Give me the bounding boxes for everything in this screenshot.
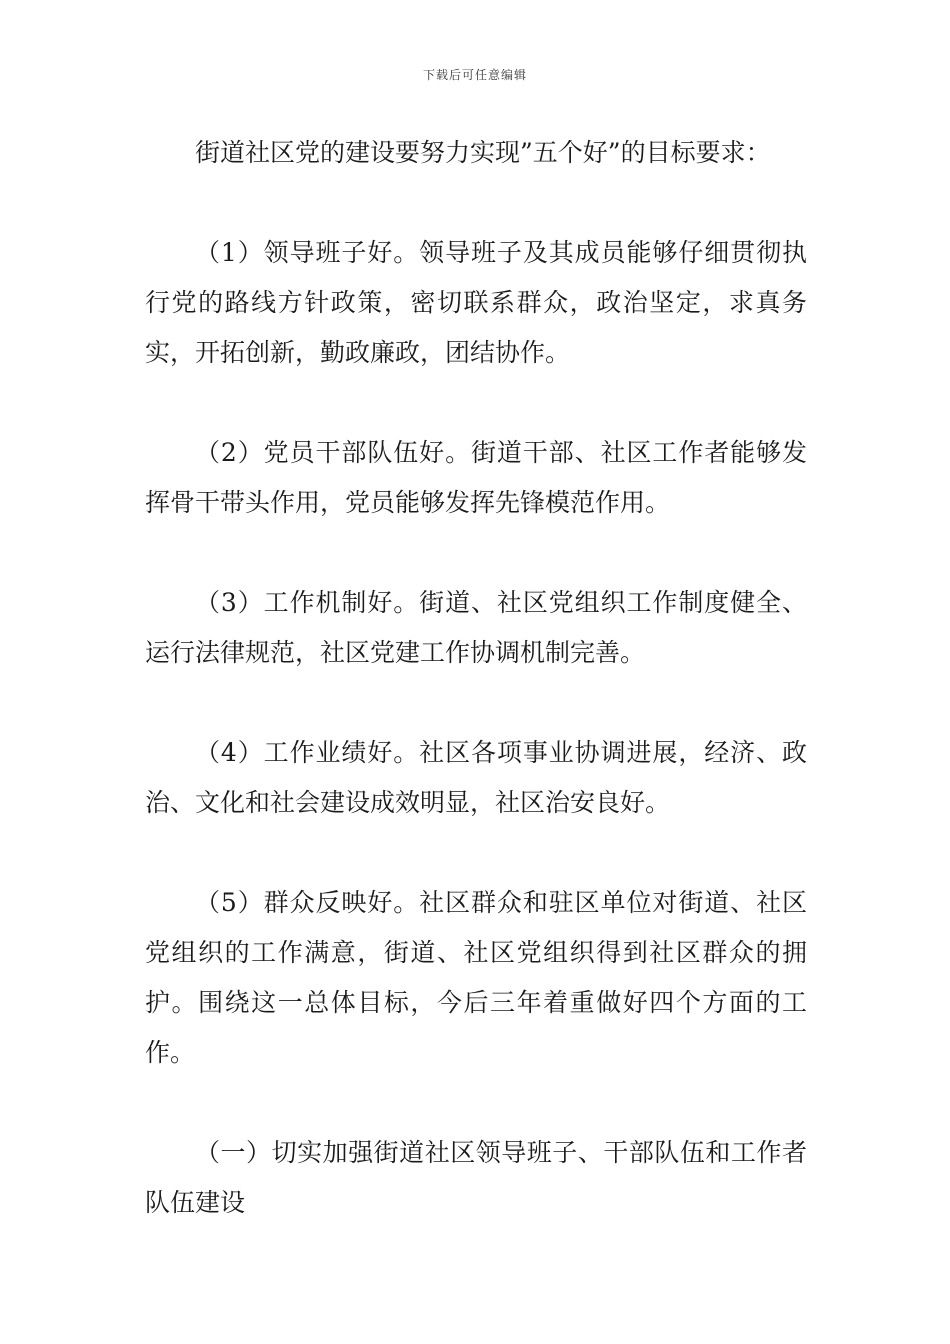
paragraph-goal-2: （2）党员干部队伍好。街道干部、社区工作者能够发挥骨干带头作用，党员能够发挥先锋模范作用。 (145, 438, 807, 517)
header-note: 下载后可任意编辑 (422, 68, 527, 82)
paragraph-goal-3: （3）工作机制好。街道、社区党组织工作制度健全、运行法律规范，社区党建工作协调机制完善。 (145, 588, 807, 667)
section-heading-1: （一）切实加强街道社区领导班子、干部队伍和工作者队伍建设 (145, 1138, 807, 1217)
paragraph-goal-4: （4）工作业绩好。社区各项事业协调进展，经济、政治、文化和社会建设成效明显，社区治安良好。 (145, 738, 807, 817)
paragraph-goals-intro: 街道社区党的建设要努力实现”五个好”的目标要求： (195, 138, 771, 167)
document-body (145, 128, 807, 1278)
paragraph-goal-1: （1）领导班子好。领导班子及其成员能够仔细贯彻执行党的路线方针政策，密切联系群众，政治坚定，求真务实，开拓创新，勤政廉政，团结协作。 (145, 238, 807, 367)
paragraph-goal-5: （5）群众反映好。社区群众和驻区单位对街道、社区党组织的工作满意，街道、社区党组织得到社区群众的拥护。围绕这一总体目标，今后三年着重做好四个方面的工作。 (145, 888, 807, 1067)
